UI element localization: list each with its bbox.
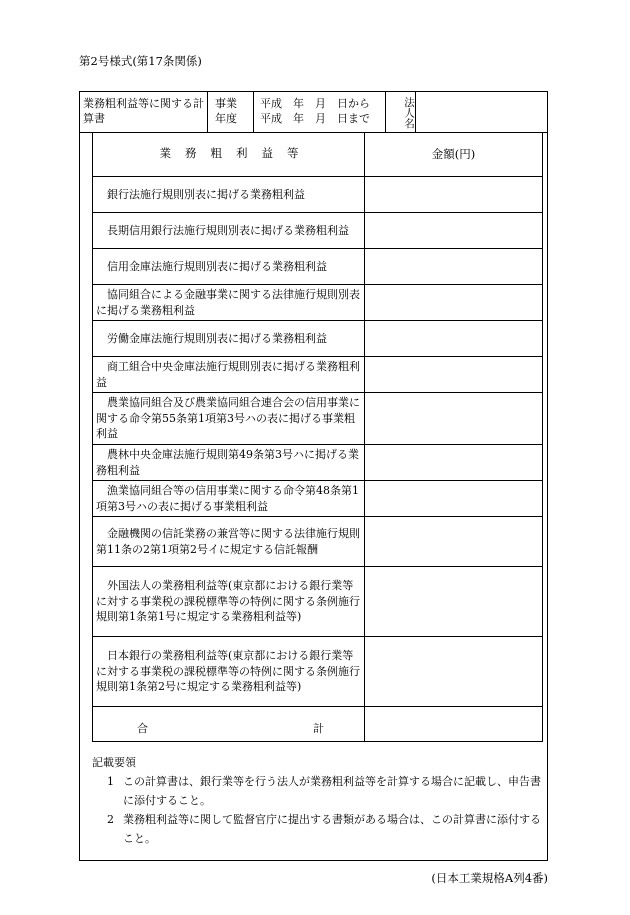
- table-row: [93, 356, 542, 392]
- instruction-number: 1: [107, 775, 114, 788]
- form-header: [80, 92, 547, 133]
- column-header-amount-label: 金額(円): [431, 147, 476, 161]
- item-label-cell: [93, 177, 364, 212]
- instruction-number: 2: [107, 813, 114, 826]
- instruction-text: 業務粗利益等に関して監督官庁に提出する書類がある場合は、この計算書に添付すること。: [123, 813, 541, 845]
- item-label: 信用金庫法施行規則別表に掲げる業務粗利益: [107, 259, 327, 273]
- fiscal-year-label-line1: 事業: [215, 97, 237, 110]
- corporation-name-label: 法人名: [385, 92, 415, 132]
- amount-field[interactable]: [365, 213, 542, 248]
- item-label: 農林中央金庫法施行規則第49条第3号ハに掲げる業務粗利益: [96, 448, 359, 477]
- amount-field[interactable]: [365, 481, 542, 516]
- period-to[interactable]: 平成 年 月 日まで: [260, 112, 370, 125]
- item-label-cell: [93, 321, 364, 356]
- item-label-cell: [93, 567, 364, 636]
- item-label: 協同組合による金融事業に関する法律施行規則別表に掲げる業務粗利益: [96, 288, 360, 317]
- total-amount-field[interactable]: [365, 707, 542, 750]
- table-row: [93, 248, 542, 284]
- calculation-table: [92, 132, 543, 742]
- item-label-cell: [93, 285, 364, 320]
- table-row: [93, 392, 542, 444]
- table-row: [93, 566, 542, 636]
- form-title: 第2号様式(第17条関係): [79, 54, 202, 68]
- item-label: 長期信用銀行法施行規則別表に掲げる業務粗利益: [107, 223, 349, 237]
- table-row: [93, 320, 542, 356]
- total-label-left: 合: [137, 721, 148, 735]
- item-label: 漁業協同組合等の信用事業に関する命令第48条第1項第3号ハの表に掲げる事業粗利益: [96, 484, 359, 513]
- amount-field[interactable]: [365, 637, 542, 706]
- amount-field[interactable]: [365, 567, 542, 636]
- column-header-item: [93, 132, 364, 176]
- amount-field[interactable]: [365, 285, 542, 320]
- total-row: [93, 706, 542, 750]
- item-label: 日本銀行の業務粗利益等(東京都における銀行業等に対する事業税の課税標準等の特例に関する条例施行規則第1条第2号に規定する業務粗利益等): [96, 649, 360, 694]
- amount-field[interactable]: [365, 357, 542, 392]
- fiscal-period: [253, 92, 385, 132]
- item-label-cell: [93, 445, 364, 480]
- item-label-cell: [93, 213, 364, 248]
- item-label-cell: [93, 481, 364, 516]
- amount-field[interactable]: [365, 517, 542, 566]
- amount-field[interactable]: [365, 393, 542, 444]
- table-row: [93, 212, 542, 248]
- column-header-item-label: 業務粗利益等: [159, 146, 313, 161]
- item-label-cell: [93, 249, 364, 284]
- table-row: [93, 516, 542, 566]
- item-label: 労働金庫法施行規則別表に掲げる業務粗利益: [107, 331, 327, 345]
- table-row: [93, 284, 542, 320]
- item-label-cell: [93, 393, 364, 444]
- amount-field[interactable]: [365, 445, 542, 480]
- table-row: [93, 480, 542, 516]
- item-label: 銀行法施行規則別表に掲げる業務粗利益: [107, 187, 305, 201]
- table-row: [93, 176, 542, 212]
- amount-field[interactable]: [365, 249, 542, 284]
- item-label-cell: [93, 517, 364, 566]
- table-header-row: [93, 132, 542, 176]
- column-header-amount: [365, 132, 542, 176]
- paper-size-note: (日本工業規格A列4番): [431, 871, 548, 885]
- document-name: 業務粗利益等に関する計算書: [83, 97, 204, 125]
- item-label-cell: [93, 637, 364, 706]
- form-frame: [79, 91, 548, 861]
- fiscal-year-label-line2: 年度: [215, 112, 237, 125]
- total-label-cell: [93, 707, 364, 750]
- item-label: 外国法人の業務粗利益等(東京都における銀行業等に対する事業税の課税標準等の特例に関する条例施行規則第1条第1号に規定する業務粗利益等): [96, 579, 360, 624]
- corporation-name-field[interactable]: [415, 92, 547, 132]
- instructions-title: 記載要領: [92, 756, 136, 769]
- item-label: 農業協同組合及び農業協同組合連合会の信用事業に関する命令第55条第1項第3号ハの表に掲げる事業粗利益: [96, 396, 360, 441]
- instruction-item: [92, 810, 542, 848]
- item-label-cell: [93, 357, 364, 392]
- total-label-right: 計: [313, 721, 324, 735]
- instruction-text: この計算書は、銀行業等を行う法人が業務粗利益等を計算する場合に記載し、申告書に添付すること。: [123, 775, 541, 807]
- instructions: [92, 753, 542, 848]
- amount-field[interactable]: [365, 177, 542, 212]
- instruction-item: [92, 772, 542, 810]
- table-row: [93, 636, 542, 706]
- fiscal-year-label: [207, 92, 253, 132]
- table-row: [93, 444, 542, 480]
- item-label: 商工組合中央金庫法施行規則別表に掲げる業務粗利益: [96, 360, 360, 389]
- amount-field[interactable]: [365, 321, 542, 356]
- period-from[interactable]: 平成 年 月 日から: [260, 97, 370, 110]
- item-label: 金融機関の信託業務の兼営等に関する法律施行規則第11条の2第1項第2号イに規定する信託報酬: [96, 527, 360, 556]
